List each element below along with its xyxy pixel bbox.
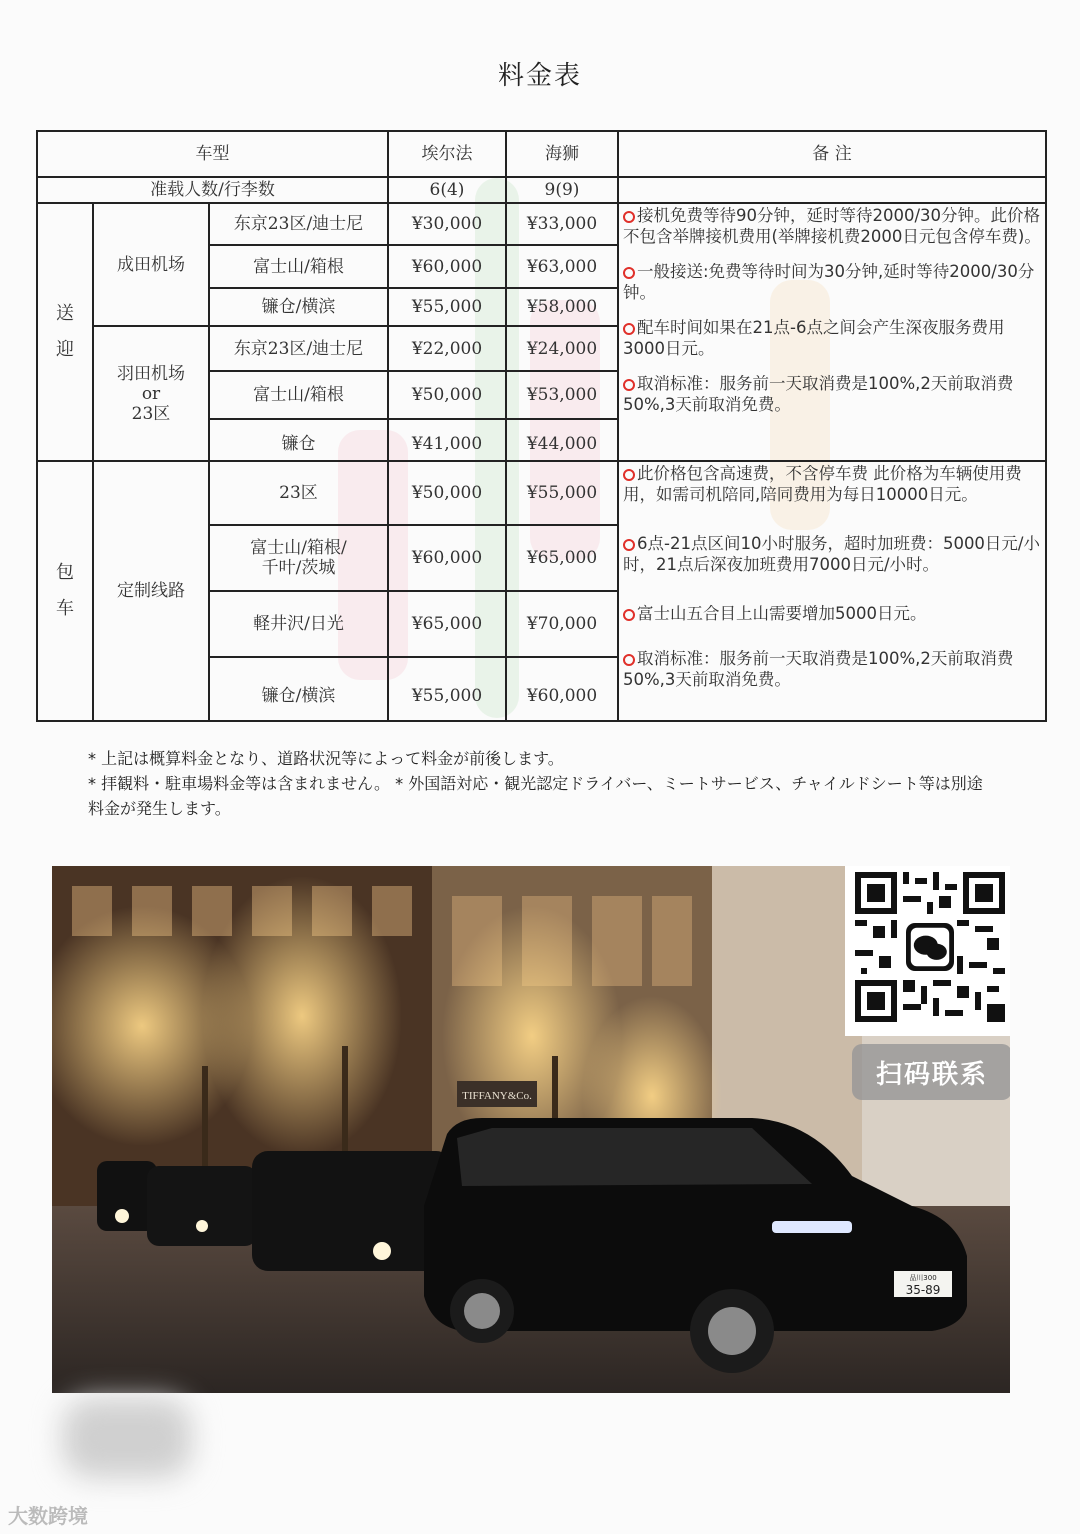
circle-icon (623, 609, 635, 621)
route-cell: 镰仓 (281, 434, 316, 454)
circle-icon (623, 379, 635, 391)
circle-icon (623, 323, 635, 335)
price-cell: ¥24,000 (526, 338, 598, 359)
narita-airport-label: 成田机场 (117, 254, 185, 275)
plate-number: 35-89 (905, 1283, 941, 1297)
route-cell: 东京23区/迪士尼 (233, 338, 364, 359)
circle-icon (623, 654, 635, 666)
price-cell: ¥65,000 (526, 548, 598, 568)
route-cell: 富士山/箱根 (253, 385, 344, 405)
route-cell: 镰仓/横滨 (261, 686, 336, 706)
custom-route-label: 定制线路 (117, 581, 185, 601)
footnotes (88, 746, 988, 821)
price-cell: ¥70,000 (526, 614, 598, 634)
vehicle-photo (52, 866, 1010, 1393)
price-cell: ¥60,000 (411, 256, 483, 277)
section-charter-label: 包 车 (56, 562, 74, 619)
circle-icon (623, 267, 635, 279)
price-cell: ¥55,000 (411, 686, 483, 706)
circle-icon (623, 539, 635, 551)
price-cell: ¥55,000 (411, 297, 483, 317)
qr-code-panel (845, 866, 1010, 1036)
price-cell: ¥30,000 (411, 214, 483, 234)
price-cell: ¥50,000 (411, 385, 483, 405)
scan-to-contact-label: 扫码联系 (852, 1044, 1010, 1100)
price-cell: ¥60,000 (526, 686, 598, 706)
price-table (0, 0, 1080, 730)
capacity-alphard: 6(4) (429, 179, 465, 200)
charter-notes: 此价格包含高速费，不含停车费 此价格为车辆使用费用，如需司机陪同,陪同费用为每日10000日元。 6点-21点区间10小时服务，超时加班费：5000日元/小时，21点后深夜加班费用7000日元/小时。 富士山五合目上山需要增加5000日元。 取消标准：服务前一天取消费是100%,2天前取消费50%,3天前取消免费。 (623, 464, 1040, 689)
price-cell: ¥55,000 (526, 483, 598, 503)
header-vehicle-type: 车型 (195, 144, 230, 164)
qr-code-icon[interactable] (855, 872, 1005, 1022)
price-cell: ¥65,000 (411, 614, 483, 634)
circle-icon (623, 469, 635, 481)
price-cell: ¥50,000 (411, 483, 483, 503)
route-cell: 东京23区/迪士尼 (233, 214, 364, 234)
transfer-notes: 接机免费等待90分钟，延时等待2000/30分钟。此价格不包含举牌接机费用(举牌接机费2000日元包含停车费)。 一般接送:免费等待时间为30分钟,延时等待2000/30分钟。 配车时间如果在21点-6点之间会产生深夜服务费用3000日元。 取消标准：服务前一天取消费是100%,2天前取消费50%,3天前取消免费。 (623, 206, 1041, 414)
haneda-airport-label: 羽田机场 or 23区 (117, 363, 185, 424)
plate-region: 品川300 (909, 1274, 937, 1282)
route-cell: 镰仓/横滨 (261, 297, 336, 317)
header-remarks: 备 注 (812, 144, 852, 164)
blurred-region (62, 1398, 192, 1478)
price-cell: ¥60,000 (411, 548, 483, 568)
section-transfer-label: 送 迎 (56, 303, 74, 360)
route-cell: 富士山/箱根 (253, 256, 344, 277)
capacity-label: 准载人数/行李数 (150, 179, 275, 200)
price-cell: ¥53,000 (526, 385, 598, 405)
price-cell: ¥33,000 (526, 214, 598, 234)
circle-icon (623, 211, 635, 223)
capacity-sealion: 9(9) (544, 179, 580, 200)
header-alphard: 埃尔法 (421, 144, 473, 164)
price-cell: ¥63,000 (526, 256, 598, 277)
watermark: 大数跨境 (8, 1504, 88, 1528)
footnote: * 拝観料・駐車場料金等は含まれません。 * 外国語対応・観光認定ドライバー、ミートサービス、チャイルドシート等は別途料金が発生します。 (88, 774, 983, 818)
price-cell: ¥58,000 (526, 297, 598, 317)
route-cell: 23区 (279, 483, 318, 503)
price-cell: ¥22,000 (411, 338, 483, 359)
footnote: * 上記は概算料金となり、道路状況等によって料金が前後します。 (88, 749, 564, 768)
store-sign-text: TIFFANY&Co. (462, 1090, 532, 1102)
page-title: 料金表 (497, 61, 582, 91)
route-cell: 富士山/箱根/ 千叶/茨城 (250, 538, 347, 578)
route-cell: 軽井沢/日光 (253, 614, 344, 634)
price-cell: ¥44,000 (526, 434, 598, 454)
header-sealion: 海狮 (545, 144, 579, 164)
price-cell: ¥41,000 (411, 434, 483, 454)
